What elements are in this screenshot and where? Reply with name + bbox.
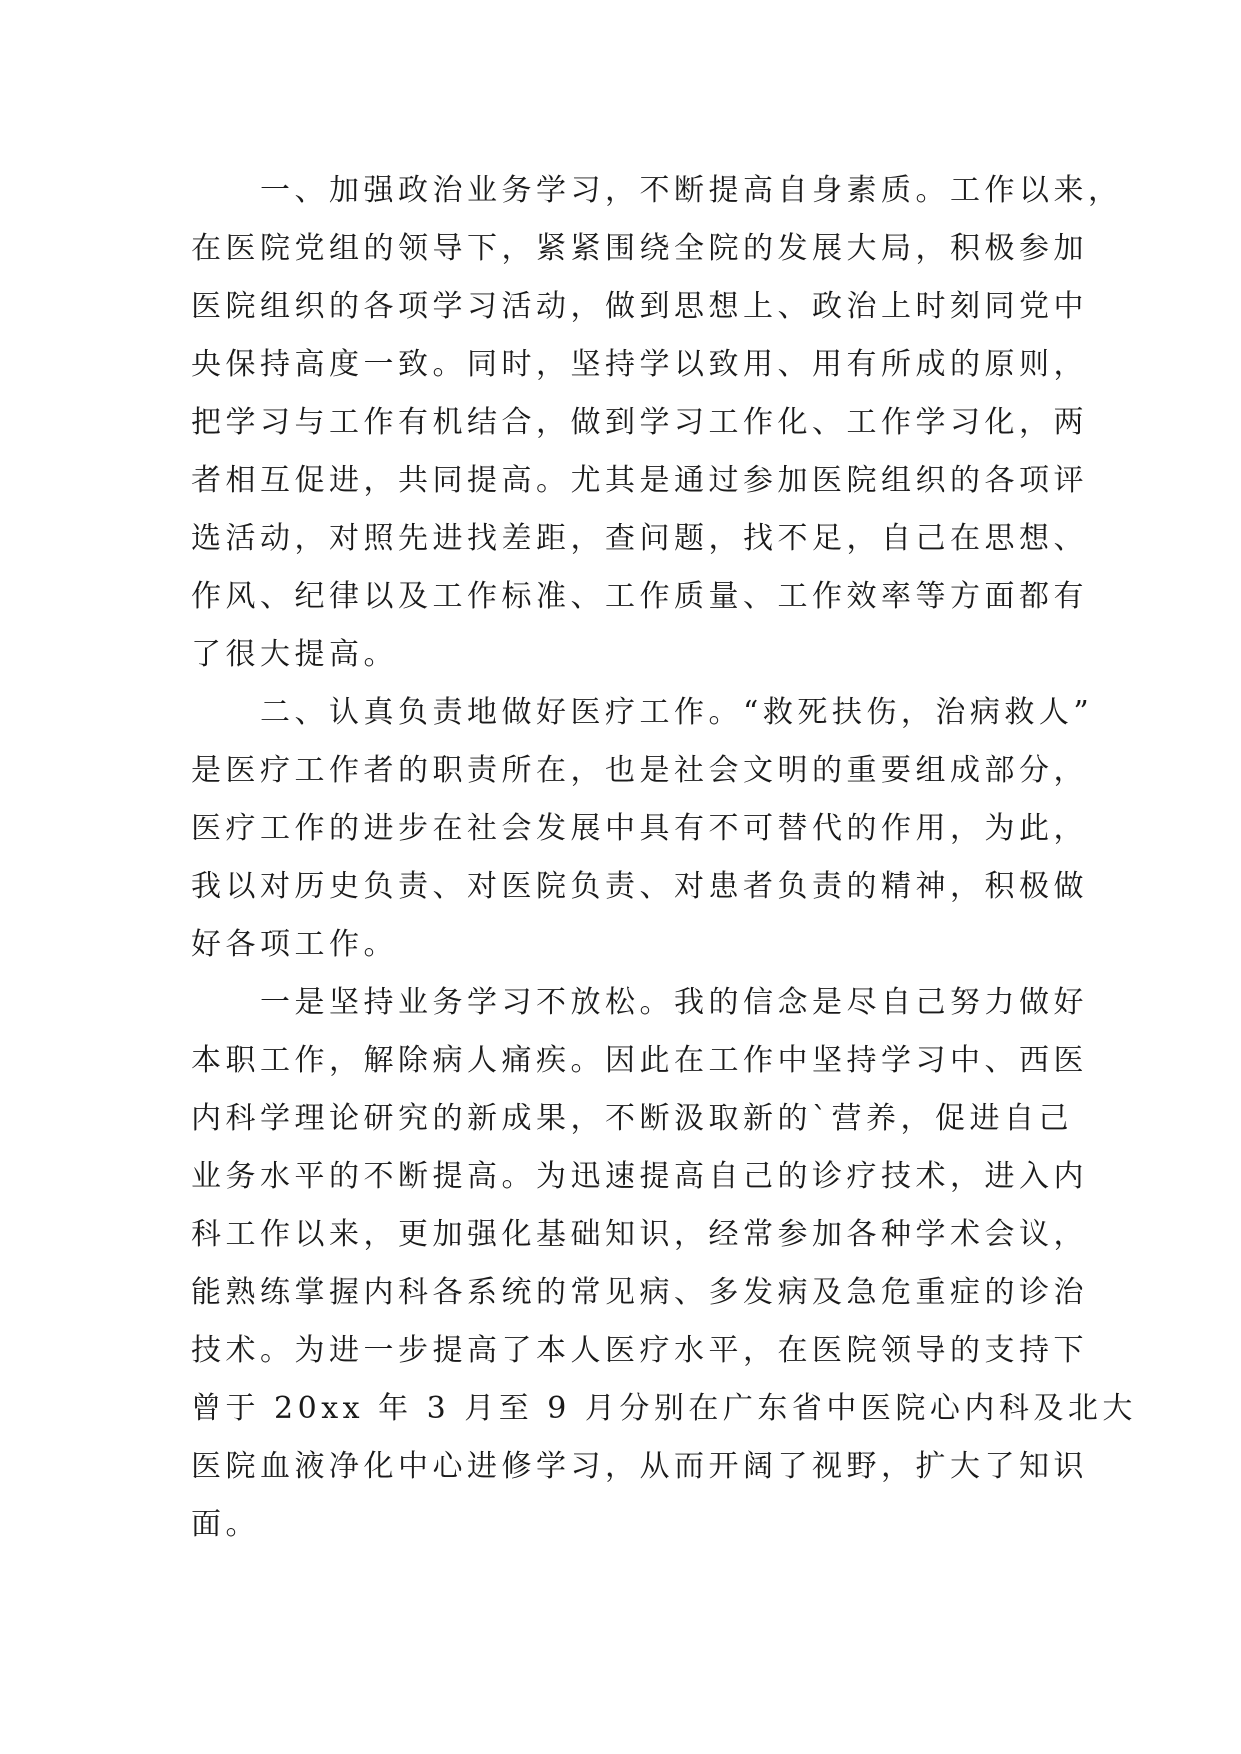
text-line: 选活动，对照先进找差距，查问题，找不足，自己在思想、: [191, 521, 1088, 556]
text-line: 曾于 20xx 年 3 月至 9 月分别在广东省中医院心内科及北大: [191, 1391, 1137, 1426]
paragraph-medical-work: [191, 684, 1094, 974]
paragraph-political-study: [191, 162, 1123, 684]
text-line: 一、加强政治业务学习，不断提高自身素质。工作以来，: [260, 173, 1123, 208]
text-line: 医疗工作的进步在社会发展中具有不可替代的作用，为此，: [191, 811, 1088, 846]
text-line: 把学习与工作有机结合，做到学习工作化、工作学习化，两: [191, 405, 1088, 440]
text-line: 技术。为进一步提高了本人医疗水平，在医院领导的支持下: [191, 1333, 1088, 1368]
text-line: 能熟练掌握内科各系统的常见病、多发病及急危重症的诊治: [191, 1275, 1088, 1310]
text-line: 好各项工作。: [191, 927, 398, 962]
text-line: 医院组织的各项学习活动，做到思想上、政治上时刻同党中: [191, 289, 1088, 324]
text-line: 面。: [191, 1507, 260, 1542]
text-line: 央保持高度一致。同时，坚持学以致用、用有所成的原则，: [191, 347, 1088, 382]
text-line: 二、认真负责地做好医疗工作。“救死扶伤，治病救人”: [260, 695, 1094, 730]
text-line: 医院血液净化中心进修学习，从而开阔了视野，扩大了知识: [191, 1449, 1088, 1484]
text-line: 者相互促进，共同提高。尤其是通过参加医院组织的各项评: [191, 463, 1088, 498]
text-line: 是医疗工作者的职责所在，也是社会文明的重要组成部分，: [191, 753, 1088, 788]
text-line: 业务水平的不断提高。为迅速提高自己的诊疗技术，进入内: [191, 1159, 1088, 1194]
text-line: 作风、纪律以及工作标准、工作质量、工作效率等方面都有: [191, 579, 1088, 614]
text-line: 内科学理论研究的新成果，不断汲取新的`营养，促进自己: [191, 1101, 1073, 1136]
text-line: 我以对历史负责、对医院负责、对患者负责的精神，积极做: [191, 869, 1088, 904]
text-line: 科工作以来，更加强化基础知识，经常参加各种学术会议，: [191, 1217, 1088, 1252]
text-line: 本职工作，解除病人痛疾。因此在工作中坚持学习中、西医: [191, 1043, 1088, 1078]
text-line: 一是坚持业务学习不放松。我的信念是尽自己努力做好: [260, 985, 1088, 1020]
text-line: 了很大提高。: [191, 637, 398, 672]
paragraph-continuous-learning: [191, 974, 1137, 1554]
document-body: [191, 162, 1137, 1554]
text-line: 在医院党组的领导下，紧紧围绕全院的发展大局，积极参加: [191, 231, 1088, 266]
